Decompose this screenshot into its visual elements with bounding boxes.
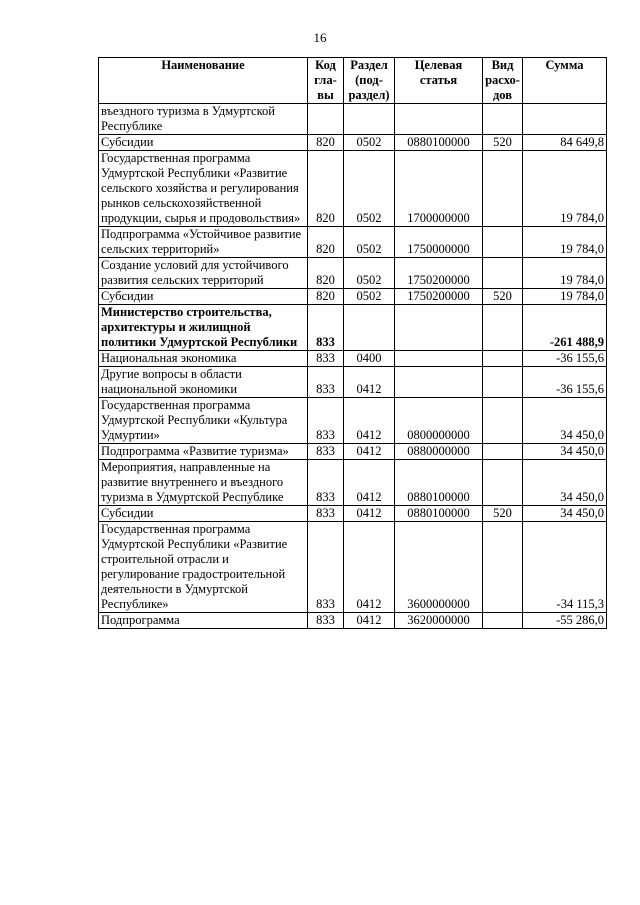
cell-code: 833 — [308, 613, 344, 629]
cell-section: 0412 — [344, 398, 395, 444]
cell-kind — [483, 522, 523, 613]
cell-section: 0502 — [344, 135, 395, 151]
cell-name: Подпрограмма «Устойчивое развитие сельских территорий» — [99, 227, 308, 258]
cell-section: 0412 — [344, 367, 395, 398]
cell-target: 3600000000 — [395, 522, 483, 613]
table-row — [99, 367, 607, 398]
cell-name: Государственная программа Удмуртской Республики «Культура Удмуртии» — [99, 398, 308, 444]
cell-name: Подпрограмма — [99, 613, 308, 629]
cell-name: Субсидии — [99, 135, 308, 151]
cell-code: 820 — [308, 151, 344, 227]
cell-target — [395, 351, 483, 367]
cell-kind: 520 — [483, 135, 523, 151]
cell-code: 833 — [308, 506, 344, 522]
cell-kind — [483, 398, 523, 444]
cell-target: 0800000000 — [395, 398, 483, 444]
cell-name: Государственная программа Удмуртской Республики «Развитие строительной отрасли и регулирование градостроительной деятельности в Удмуртской Республике» — [99, 522, 308, 613]
table-body — [99, 104, 607, 629]
cell-sum: 34 450,0 — [523, 460, 607, 506]
cell-code: 833 — [308, 351, 344, 367]
table-row — [99, 258, 607, 289]
cell-code — [308, 104, 344, 135]
cell-target — [395, 367, 483, 398]
cell-kind — [483, 613, 523, 629]
cell-target: 0880000000 — [395, 444, 483, 460]
header-kind: Вид расхо- дов — [483, 58, 523, 104]
cell-sum: 34 450,0 — [523, 398, 607, 444]
cell-section: 0502 — [344, 151, 395, 227]
cell-kind — [483, 258, 523, 289]
cell-section — [344, 305, 395, 351]
cell-name: Субсидии — [99, 289, 308, 305]
cell-kind — [483, 351, 523, 367]
page-number: 16 — [313, 30, 327, 45]
cell-target: 3620000000 — [395, 613, 483, 629]
table-row — [99, 613, 607, 629]
cell-sum: 34 450,0 — [523, 444, 607, 460]
cell-target: 1750200000 — [395, 258, 483, 289]
cell-kind — [483, 444, 523, 460]
table-row — [99, 227, 607, 258]
cell-sum: 34 450,0 — [523, 506, 607, 522]
cell-code: 820 — [308, 135, 344, 151]
header-target: Целевая статья — [395, 58, 483, 104]
table-row — [99, 289, 607, 305]
cell-section: 0412 — [344, 460, 395, 506]
cell-sum — [523, 104, 607, 135]
cell-name: Национальная экономика — [99, 351, 308, 367]
table-row — [99, 104, 607, 135]
header-code: Код гла- вы — [308, 58, 344, 104]
cell-name: Министерство строительства, архитектуры и жилищной политики Удмуртской Республики — [99, 305, 308, 351]
cell-code: 833 — [308, 460, 344, 506]
cell-sum: -34 115,3 — [523, 522, 607, 613]
cell-target: 0880100000 — [395, 460, 483, 506]
cell-section: 0400 — [344, 351, 395, 367]
cell-name: Подпрограмма «Развитие туризма» — [99, 444, 308, 460]
cell-sum: 84 649,8 — [523, 135, 607, 151]
table-header-row — [99, 58, 607, 104]
cell-kind: 520 — [483, 506, 523, 522]
cell-name: Государственная программа Удмуртской Республики «Развитие сельского хозяйства и регулирования рынков сельскохозяйственной продукции, сырья и продовольствия» — [99, 151, 308, 227]
header-name: Наименование — [99, 58, 308, 104]
cell-sum: -36 155,6 — [523, 367, 607, 398]
cell-name: Мероприятия, направленные на развитие внутреннего и въездного туризма в Удмуртской Республике — [99, 460, 308, 506]
cell-code: 833 — [308, 398, 344, 444]
cell-section: 0502 — [344, 227, 395, 258]
cell-kind — [483, 305, 523, 351]
cell-target: 1750200000 — [395, 289, 483, 305]
cell-code: 820 — [308, 289, 344, 305]
cell-section — [344, 104, 395, 135]
cell-kind — [483, 104, 523, 135]
cell-target — [395, 104, 483, 135]
cell-name: Субсидии — [99, 506, 308, 522]
table-row — [99, 398, 607, 444]
table-row — [99, 460, 607, 506]
cell-section: 0412 — [344, 506, 395, 522]
budget-table — [98, 57, 607, 629]
cell-target: 1750000000 — [395, 227, 483, 258]
cell-sum: -261 488,9 — [523, 305, 607, 351]
header-sum: Сумма — [523, 58, 607, 104]
cell-target: 0880100000 — [395, 135, 483, 151]
cell-sum: 19 784,0 — [523, 258, 607, 289]
cell-sum: 19 784,0 — [523, 227, 607, 258]
cell-kind — [483, 151, 523, 227]
cell-target: 1700000000 — [395, 151, 483, 227]
cell-section: 0412 — [344, 444, 395, 460]
cell-kind — [483, 227, 523, 258]
table-row — [99, 305, 607, 351]
table-row — [99, 135, 607, 151]
cell-kind — [483, 460, 523, 506]
table-row — [99, 351, 607, 367]
cell-sum: 19 784,0 — [523, 151, 607, 227]
cell-section: 0412 — [344, 613, 395, 629]
cell-code: 820 — [308, 258, 344, 289]
cell-target: 0880100000 — [395, 506, 483, 522]
cell-section: 0502 — [344, 258, 395, 289]
cell-code: 833 — [308, 444, 344, 460]
header-section: Раздел (под- раздел) — [344, 58, 395, 104]
table-row — [99, 444, 607, 460]
cell-code: 833 — [308, 367, 344, 398]
cell-code: 833 — [308, 522, 344, 613]
cell-target — [395, 305, 483, 351]
table-row — [99, 506, 607, 522]
cell-name: Другие вопросы в области национальной экономики — [99, 367, 308, 398]
cell-code: 833 — [308, 305, 344, 351]
cell-name: Создание условий для устойчивого развития сельских территорий — [99, 258, 308, 289]
cell-section: 0502 — [344, 289, 395, 305]
cell-sum: -36 155,6 — [523, 351, 607, 367]
cell-code: 820 — [308, 227, 344, 258]
cell-sum: -55 286,0 — [523, 613, 607, 629]
cell-kind — [483, 367, 523, 398]
cell-kind: 520 — [483, 289, 523, 305]
table-row — [99, 522, 607, 613]
cell-name: въездного туризма в Удмуртской Республике — [99, 104, 308, 135]
table-row — [99, 151, 607, 227]
cell-sum: 19 784,0 — [523, 289, 607, 305]
cell-section: 0412 — [344, 522, 395, 613]
